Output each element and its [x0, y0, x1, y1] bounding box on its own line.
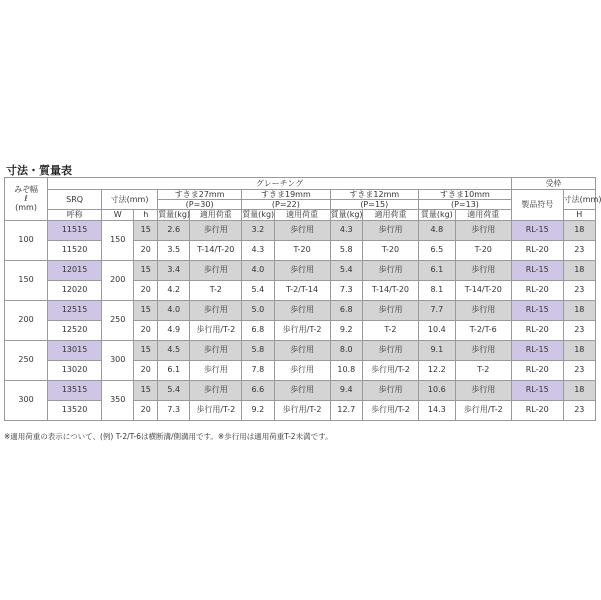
height-h-cell: 20 [134, 400, 158, 420]
load-19-cell: 歩行用/T-2 [274, 400, 330, 420]
mass-27-cell: 4.9 [158, 320, 190, 340]
table-row [5, 280, 596, 300]
header-frame-dim: 寸法(mm) [563, 190, 595, 210]
table-row [5, 300, 596, 320]
mass-19-cell: 4.0 [242, 260, 274, 280]
mass-27-cell: 4.5 [158, 340, 190, 360]
load-12-cell: 歩行用 [362, 300, 418, 320]
load-19-cell: T-2/T-14 [274, 280, 330, 300]
groove-width-cell: 250 [5, 340, 48, 380]
product-code-cell: 12515 [48, 300, 102, 320]
mass-10-cell: 10.6 [419, 380, 456, 400]
mass-12-cell: 4.3 [330, 220, 362, 240]
load-12-cell: 歩行用 [362, 380, 418, 400]
header-pitch-30: (P=30) [158, 200, 242, 210]
mass-27-cell: 7.3 [158, 400, 190, 420]
load-19-cell: T-20 [274, 240, 330, 260]
table-row [5, 380, 596, 400]
height-h-cell: 15 [134, 300, 158, 320]
header-product-code: 製品符号 [511, 190, 563, 221]
page-title: 寸法・質量表 [6, 164, 72, 177]
groove-width-cell: 200 [5, 300, 48, 340]
load-12-cell: T-20 [362, 240, 418, 260]
load-19-cell: 歩行用 [274, 380, 330, 400]
load-12-cell: 歩行用 [362, 220, 418, 240]
product-code-cell: 13020 [48, 360, 102, 380]
load-19-cell: 歩行用 [274, 360, 330, 380]
mass-27-cell: 4.0 [158, 300, 190, 320]
mass-27-cell: 6.1 [158, 360, 190, 380]
header-ukewaku: 受枠 [511, 178, 595, 190]
frame-code-cell: RL-15 [511, 260, 563, 280]
load-12-cell: 歩行用 [362, 340, 418, 360]
header-h: h [134, 210, 158, 220]
header-pitch-13: (P=13) [419, 200, 512, 210]
load-12-cell: 歩行用 [362, 260, 418, 280]
mass-19-cell: 5.8 [242, 340, 274, 360]
table-row [5, 240, 596, 260]
load-27-cell: 歩行用/T-2 [190, 400, 242, 420]
frame-code-cell: RL-15 [511, 300, 563, 320]
groove-width-cell: 300 [5, 380, 48, 420]
load-19-cell: 歩行用 [274, 260, 330, 280]
mass-10-cell: 12.2 [419, 360, 456, 380]
load-10-cell: T-14/T-20 [455, 280, 511, 300]
mass-12-cell: 7.3 [330, 280, 362, 300]
load-10-cell: 歩行用/T-2 [455, 400, 511, 420]
frame-code-cell: RL-20 [511, 400, 563, 420]
load-10-cell: 歩行用 [455, 220, 511, 240]
frame-code-cell: RL-20 [511, 240, 563, 260]
header-mass-10: 質量(kg) [419, 210, 456, 220]
height-h-cell: 15 [134, 220, 158, 240]
header-mass-27: 質量(kg) [158, 210, 191, 220]
load-12-cell: T-14/T-20 [362, 280, 418, 300]
product-code-cell: 12520 [48, 320, 102, 340]
frame-height-cell: 23 [563, 240, 595, 260]
mass-10-cell: 7.7 [419, 300, 456, 320]
load-27-cell: 歩行用/T-2 [190, 320, 242, 340]
frame-code-cell: RL-20 [511, 360, 563, 380]
header-gap-19: すきま19mm [242, 190, 330, 200]
header-load-10: 適用荷重 [455, 210, 511, 220]
load-27-cell: T-2 [190, 280, 242, 300]
header-mass-12: 質量(kg) [330, 210, 363, 220]
header-load-19: 適用荷重 [274, 210, 330, 220]
header-srq: SRQ [48, 190, 102, 210]
mass-10-cell: 10.4 [419, 320, 456, 340]
mass-19-cell: 5.0 [242, 300, 274, 320]
load-10-cell: 歩行用 [455, 340, 511, 360]
mass-12-cell: 10.8 [330, 360, 362, 380]
load-10-cell: T-2/T-6 [455, 320, 511, 340]
load-10-cell: 歩行用 [455, 380, 511, 400]
product-code-cell: 13015 [48, 340, 102, 360]
product-code-cell: 12020 [48, 280, 102, 300]
product-code-cell: 11520 [48, 240, 102, 260]
mass-12-cell: 5.8 [330, 240, 362, 260]
product-code-cell: 13520 [48, 400, 102, 420]
load-27-cell: 歩行用 [190, 220, 242, 240]
load-12-cell: 歩行用/T-2 [362, 360, 418, 380]
header-pitch-22: (P=22) [242, 200, 330, 210]
frame-height-cell: 18 [563, 220, 595, 240]
table-row [5, 360, 596, 380]
mass-27-cell: 3.5 [158, 240, 190, 260]
product-code-cell: 13515 [48, 380, 102, 400]
mass-19-cell: 6.6 [242, 380, 274, 400]
mass-12-cell: 6.8 [330, 300, 362, 320]
header-mizohaba: みぞ幅 ℓ (mm) [5, 178, 48, 221]
frame-code-cell: RL-15 [511, 380, 563, 400]
width-w-cell: 350 [102, 380, 134, 420]
load-10-cell: T-2 [455, 360, 511, 380]
header-sunpo: 寸法(mm) [102, 190, 158, 210]
header-yobisho: 呼称 [48, 210, 102, 220]
frame-height-cell: 18 [563, 380, 595, 400]
load-12-cell: T-2 [362, 320, 418, 340]
load-27-cell: 歩行用 [190, 260, 242, 280]
load-10-cell: 歩行用 [455, 300, 511, 320]
frame-height-cell: 23 [563, 360, 595, 380]
mass-10-cell: 6.5 [419, 240, 456, 260]
table-row [5, 340, 596, 360]
height-h-cell: 15 [134, 380, 158, 400]
mass-27-cell: 2.6 [158, 220, 190, 240]
header-gap-10: すきま10mm [419, 190, 512, 200]
mass-19-cell: 7.8 [242, 360, 274, 380]
mass-10-cell: 6.1 [419, 260, 456, 280]
product-code-cell: 11515 [48, 220, 102, 240]
load-27-cell: T-14/T-20 [190, 240, 242, 260]
table-row [5, 260, 596, 280]
mass-27-cell: 5.4 [158, 380, 190, 400]
height-h-cell: 20 [134, 320, 158, 340]
mass-10-cell: 8.1 [419, 280, 456, 300]
mass-12-cell: 8.0 [330, 340, 362, 360]
header-mass-19: 質量(kg) [242, 210, 275, 220]
load-12-cell: 歩行用/T-2 [362, 400, 418, 420]
footnote: ※適用荷重の表示について、(例) T-2/T-6は横断溝/側溝用です。※歩行用は適用荷重T-2未満です。 [4, 432, 333, 441]
height-h-cell: 15 [134, 340, 158, 360]
load-10-cell: 歩行用 [455, 260, 511, 280]
mass-19-cell: 6.8 [242, 320, 274, 340]
mass-27-cell: 4.2 [158, 280, 190, 300]
mass-27-cell: 3.4 [158, 260, 190, 280]
width-w-cell: 250 [102, 300, 134, 340]
header-w: W [102, 210, 134, 220]
header-pitch-15: (P=15) [330, 200, 418, 210]
width-w-cell: 300 [102, 340, 134, 380]
load-19-cell: 歩行用 [274, 300, 330, 320]
load-27-cell: 歩行用 [190, 300, 242, 320]
frame-code-cell: RL-15 [511, 340, 563, 360]
height-h-cell: 20 [134, 280, 158, 300]
load-10-cell: T-20 [455, 240, 511, 260]
frame-code-cell: RL-20 [511, 280, 563, 300]
header-load-27: 適用荷重 [190, 210, 242, 220]
load-27-cell: 歩行用 [190, 360, 242, 380]
header-grating: グレーチング [48, 178, 512, 190]
mass-10-cell: 4.8 [419, 220, 456, 240]
header-gap-12: すきま12mm [330, 190, 418, 200]
header-frame-h: H [563, 210, 595, 220]
product-code-cell: 12015 [48, 260, 102, 280]
height-h-cell: 15 [134, 260, 158, 280]
width-w-cell: 200 [102, 260, 134, 300]
load-19-cell: 歩行用 [274, 340, 330, 360]
groove-width-cell: 100 [5, 220, 48, 260]
frame-code-cell: RL-15 [511, 220, 563, 240]
mass-12-cell: 9.2 [330, 320, 362, 340]
mass-12-cell: 9.4 [330, 380, 362, 400]
frame-height-cell: 18 [563, 300, 595, 320]
mass-12-cell: 12.7 [330, 400, 362, 420]
load-19-cell: 歩行用/T-2 [274, 320, 330, 340]
height-h-cell: 20 [134, 240, 158, 260]
load-19-cell: 歩行用 [274, 220, 330, 240]
table-row [5, 400, 596, 420]
groove-width-cell: 150 [5, 260, 48, 300]
frame-height-cell: 23 [563, 280, 595, 300]
table-row [5, 320, 596, 340]
mass-12-cell: 5.4 [330, 260, 362, 280]
frame-height-cell: 23 [563, 400, 595, 420]
mass-10-cell: 14.3 [419, 400, 456, 420]
mass-19-cell: 5.4 [242, 280, 274, 300]
mass-19-cell: 4.3 [242, 240, 274, 260]
mass-19-cell: 9.2 [242, 400, 274, 420]
mass-10-cell: 9.1 [419, 340, 456, 360]
mass-19-cell: 3.2 [242, 220, 274, 240]
table-row [5, 220, 596, 240]
spec-table [4, 177, 601, 421]
load-27-cell: 歩行用 [190, 380, 242, 400]
width-w-cell: 150 [102, 220, 134, 260]
frame-height-cell: 18 [563, 340, 595, 360]
load-27-cell: 歩行用 [190, 340, 242, 360]
header-load-12: 適用荷重 [362, 210, 418, 220]
header-gap-27: すきま27mm [158, 190, 242, 200]
frame-height-cell: 18 [563, 260, 595, 280]
frame-height-cell: 23 [563, 320, 595, 340]
height-h-cell: 20 [134, 360, 158, 380]
frame-code-cell: RL-20 [511, 320, 563, 340]
spec-table-body [5, 220, 596, 420]
